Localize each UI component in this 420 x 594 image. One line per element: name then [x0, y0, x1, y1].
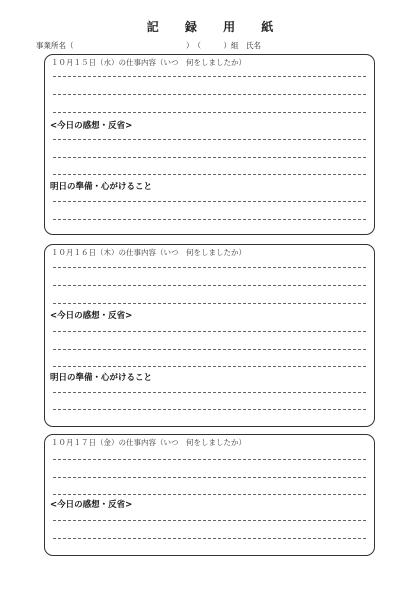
writing-line: [53, 219, 366, 220]
writing-line: [53, 459, 366, 460]
form-title: 記 録 用 紙: [146, 20, 285, 34]
writing-line: [53, 331, 366, 332]
writing-line: [53, 366, 366, 367]
writing-line: [53, 112, 366, 113]
workplace-name-line: 事業所名（ ） （ ）組 氏名: [36, 41, 261, 50]
day-box-2: [44, 244, 375, 427]
day-1-title: １０月１５日（水）の仕事内容（いつ 何をしましたか）: [51, 58, 246, 67]
tomorrow-heading: 明日の準備・心がけること: [50, 182, 153, 192]
reflection-heading: <今日の感想・反省>: [50, 500, 133, 510]
writing-line: [53, 139, 366, 140]
writing-line: [53, 285, 366, 286]
writing-line: [53, 349, 366, 350]
writing-line: [53, 477, 366, 478]
writing-line: [53, 174, 366, 175]
day-box-3: [44, 434, 375, 556]
writing-line: [53, 267, 366, 268]
writing-line: [53, 538, 366, 539]
writing-line: [53, 409, 366, 410]
reflection-heading: <今日の感想・反省>: [50, 311, 133, 321]
reflection-heading: <今日の感想・反省>: [50, 121, 133, 131]
writing-line: [53, 520, 366, 521]
writing-line: [53, 94, 366, 95]
day-3-title: １０月１７日（金）の仕事内容（いつ 何をしましたか）: [51, 438, 246, 447]
writing-line: [53, 157, 366, 158]
writing-line: [53, 201, 366, 202]
tomorrow-heading: 明日の準備・心がけること: [50, 373, 153, 383]
writing-line: [53, 76, 366, 77]
writing-line: [53, 303, 366, 304]
writing-line: [53, 494, 366, 495]
day-box-1: [44, 54, 375, 235]
day-2-title: １０月１６日（木）の仕事内容（いつ 何をしましたか）: [51, 248, 246, 257]
writing-line: [53, 392, 366, 393]
